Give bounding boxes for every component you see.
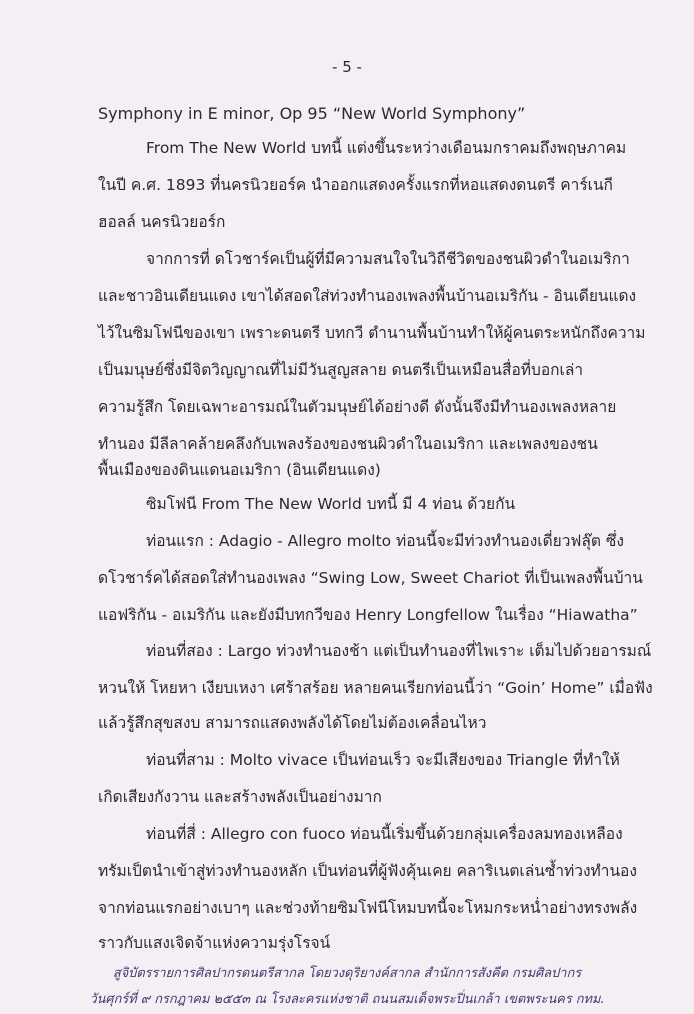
text-line: ท่อนที่สี่ : Allegro con fuoco ท่อนนี้เริ่มขึ้นด้วยกลุ่มเครื่องลมทองเหลือง bbox=[146, 825, 623, 843]
text-line: จากท่อนแรกอย่างเบาๆ และช่วงท้ายซิมโฟนีโหมบทนี้จะโหมกระหน่ำอย่างทรงพลัง bbox=[98, 899, 638, 917]
text-line: ในปี ค.ศ. 1893 ที่นครนิวยอร์ค นำออกแสดงครั้งแรกที่หอแสดงดนตรี คาร์เนกี bbox=[98, 176, 613, 194]
text-line: From The New World บทนี้ แต่งขึ้นระหว่างเดือนมกราคมถึงพฤษภาคม bbox=[146, 139, 627, 157]
text-line: และชาวอินเดียนแดง เขาได้สอดใส่ท่วงทำนองเพลงพื้นบ้านอเมริกัน - อินเดียนแดง bbox=[98, 287, 637, 305]
text-line: แอฟริกัน - อเมริกัน และยังมีบทกวีของ Henry Longfellow ในเรื่อง “Hiawatha” bbox=[98, 606, 638, 624]
text-line: แล้วรู้สึกสุขสงบ สามารถแสดงพลังได้โดยไม่ต้องเคลื่อนไหว bbox=[98, 714, 487, 732]
page-number: - 5 - bbox=[332, 58, 362, 76]
text-line: ราวกับแสงเจิดจ้าแห่งความรุ่งโรจน์ bbox=[98, 934, 331, 952]
text-line: ทรัมเป็ตนำเข้าสู่ท่วงทำนองหลัก เป็นท่อนที่ผู้ฟังคุ้นเคย คลาริเนตเล่นซ้ำท่วงทำนอง bbox=[98, 862, 637, 880]
text-line: ไว้ในซิมโฟนีของเขา เพราะดนตรี บทกวี ตำนานพื้นบ้านทำให้ผู้คนตระหนักถึงความ bbox=[98, 324, 646, 342]
text-line: พื้นเมืองของดินแดนอเมริกา (อินเดียนแดง) bbox=[98, 461, 381, 479]
text-line: ท่อนที่สอง : Largo ท่วงทำนองช้า แต่เป็นทำนองที่ไพเราะ เต็มไปด้วยอารมณ์ bbox=[146, 642, 652, 660]
text-line: เป็นมนุษย์ซึ่งมีจิตวิญญาณที่ไม่มีวันสูญสลาย ดนตรีเป็นเหมือนสื่อที่บอกเล่า bbox=[98, 361, 584, 379]
text-line: ซิมโฟนี From The New World บทนี้ มี 4 ท่อน ด้วยกัน bbox=[146, 495, 516, 513]
piece-title: Symphony in E minor, Op 95 “New World Symphony” bbox=[98, 104, 526, 123]
footer-line: สูจิบัตรรายการศิลปากรดนตรีสากล โดยวงดุริยางค์สากล สำนักการสังคีต กรมศิลปากร bbox=[112, 966, 582, 981]
text-line: ท่อนที่สาม : Molto vivace เป็นท่อนเร็ว จะมีเสียงของ Triangle ที่ทำให้ bbox=[146, 751, 620, 769]
text-line: ฮอลล์ นครนิวยอร์ก bbox=[98, 213, 226, 231]
footer-line: วันศุกร์ที่ ๙ กรกฎาคม ๒๕๕๓ ณ โรงละครแห่งชาติ ถนนสมเด็จพระปิ่นเกล้า เขตพระนคร กทม. bbox=[89, 992, 605, 1007]
text-line: เกิดเสียงกังวาน และสร้างพลังเป็นอย่างมาก bbox=[98, 788, 382, 806]
text-line: จากการที่ ดโวชาร์คเป็นผู้ที่มีความสนใจในวิถีชีวิตของชนผิวดำในอเมริกา bbox=[146, 250, 630, 268]
text-line: ท่อนแรก : Adagio - Allegro molto ท่อนนี้จะมีท่วงทำนองเดี่ยวฟลุ๊ต ซึ่ง bbox=[146, 532, 624, 550]
text-line: ทำนอง มีลีลาคล้ายคลึงกับเพลงร้องของชนผิวดำในอเมริกา และเพลงของชน bbox=[98, 435, 598, 453]
text-line: หวนให้ โหยหา เงียบเหงา เศร้าสร้อย หลายคนเรียกท่อนนี้ว่า “Goin’ Home” เมื่อฟัง bbox=[98, 679, 653, 697]
text-line: ดโวชาร์คได้สอดใส่ทำนองเพลง “Swing Low, Sweet Chariot ที่เป็นเพลงพื้นบ้าน bbox=[98, 569, 643, 587]
text-line: ความรู้สึก โดยเฉพาะอารมณ์ในตัวมนุษย์ได้อย่างดี ดังนั้นจึงมีทำนองเพลงหลาย bbox=[98, 398, 617, 416]
